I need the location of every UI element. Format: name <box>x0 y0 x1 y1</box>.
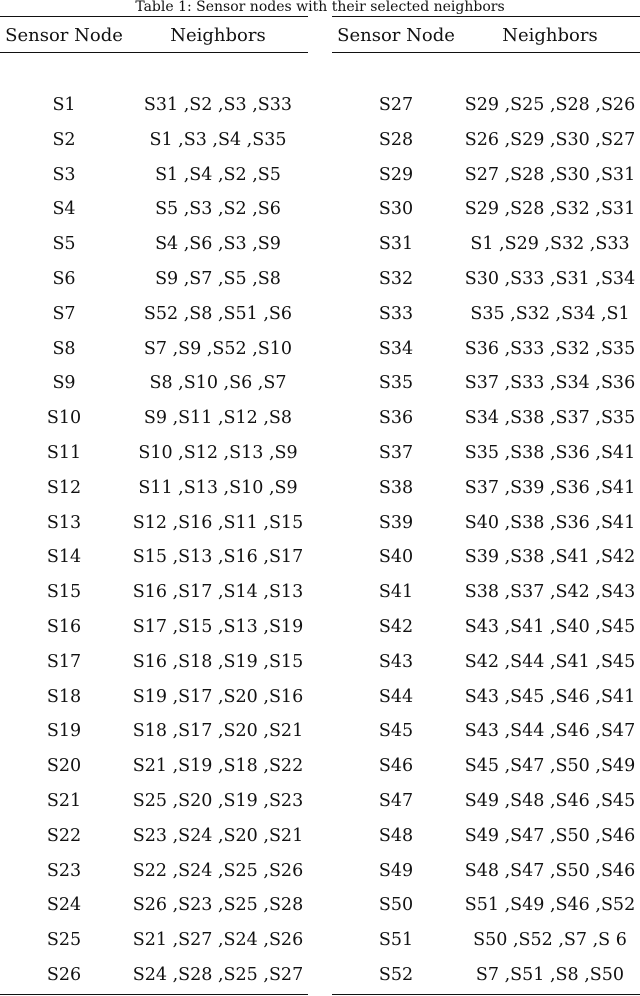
table-row <box>332 645 640 680</box>
sensor-node-cell: S49 <box>378 860 414 881</box>
neighbors-cell: S29 ,S28 ,S32 ,S31 <box>464 199 636 220</box>
neighbors-cell: S22 ,S24 ,S25 ,S26 <box>132 860 304 881</box>
sensor-node-cell: S39 <box>378 512 414 533</box>
neighbors-cell: S8 ,S10 ,S6 ,S7 <box>149 373 287 394</box>
table-row <box>0 854 308 889</box>
table-row <box>0 645 308 680</box>
sensor-node-cell: S32 <box>378 268 414 289</box>
table-row <box>332 819 640 854</box>
sensor-node-cell: S38 <box>378 477 414 498</box>
neighbors-cell: S35 ,S38 ,S36 ,S41 <box>464 442 636 463</box>
neighbors-cell: S23 ,S24 ,S20 ,S21 <box>132 825 304 846</box>
table-row <box>332 401 640 436</box>
sensor-node-cell: S20 <box>46 756 82 777</box>
neighbors-cell: S21 ,S27 ,S24 ,S26 <box>132 930 304 951</box>
sensor-node-cell: S25 <box>46 930 82 951</box>
neighbors-cell: S1 ,S4 ,S2 ,S5 <box>155 164 281 185</box>
table-row <box>332 158 640 193</box>
neighbors-cell: S39 ,S38 ,S41 ,S42 <box>464 547 636 568</box>
neighbors-cell: S50 ,S52 ,S7 ,S 6 <box>473 930 627 951</box>
table-row <box>0 123 308 158</box>
table-row <box>332 680 640 715</box>
table-row <box>0 297 308 332</box>
sensor-node-cell: S16 <box>46 616 82 637</box>
table-row <box>332 88 640 123</box>
sensor-node-cell: S40 <box>378 547 414 568</box>
table-body-left <box>0 88 308 993</box>
table-row <box>332 575 640 610</box>
header-sensor-node: Sensor Node <box>337 25 455 46</box>
neighbors-cell: S17 ,S15 ,S13 ,S19 <box>132 616 304 637</box>
sensor-node-cell: S27 <box>378 95 414 115</box>
header-rule <box>332 52 640 53</box>
neighbors-cell: S4 ,S6 ,S3 ,S9 <box>155 234 281 255</box>
neighbors-cell: S34 ,S38 ,S37 ,S35 <box>464 408 636 429</box>
sensor-node-cell: S48 <box>378 825 414 846</box>
sensor-node-cell: S42 <box>378 616 414 637</box>
sensor-node-cell: S22 <box>46 825 82 846</box>
sensor-node-cell: S7 <box>52 303 76 324</box>
table-row <box>332 192 640 227</box>
neighbors-cell: S49 ,S48 ,S46 ,S45 <box>464 790 636 811</box>
neighbors-cell: S48 ,S47 ,S50 ,S46 <box>464 860 636 881</box>
header-neighbors: Neighbors <box>502 25 598 46</box>
neighbors-cell: S43 ,S45 ,S46 ,S41 <box>464 686 636 707</box>
sensor-node-cell: S31 <box>378 234 414 255</box>
table-row <box>0 819 308 854</box>
table-row <box>0 958 308 993</box>
neighbors-cell: S18 ,S17 ,S20 ,S21 <box>132 721 304 742</box>
neighbors-cell: S27 ,S28 ,S30 ,S31 <box>464 164 636 185</box>
neighbors-cell: S37 ,S33 ,S34 ,S36 <box>464 373 636 394</box>
table-left-half <box>0 16 308 996</box>
table-row <box>332 227 640 262</box>
neighbors-cell: S38 ,S37 ,S42 ,S43 <box>464 582 636 603</box>
table-row <box>332 540 640 575</box>
table-row <box>0 158 308 193</box>
sensor-node-cell: S13 <box>46 512 82 533</box>
sensor-node-cell: S33 <box>378 303 414 324</box>
neighbors-cell: S10 ,S12 ,S13 ,S9 <box>138 442 298 463</box>
sensor-node-cell: S34 <box>378 338 414 359</box>
sensor-node-cell: S17 <box>46 651 82 672</box>
header-rule <box>0 52 308 53</box>
top-rule <box>0 16 308 17</box>
neighbors-cell: S31 ,S2 ,S3 ,S33 <box>143 95 293 115</box>
neighbors-cell: S12 ,S16 ,S11 ,S15 <box>132 512 304 533</box>
table-row <box>332 332 640 367</box>
table-row <box>332 506 640 541</box>
neighbors-cell: S35 ,S32 ,S34 ,S1 <box>470 303 630 324</box>
table-row <box>0 680 308 715</box>
header-neighbors: Neighbors <box>170 25 266 46</box>
sensor-node-cell: S24 <box>46 895 82 916</box>
sensor-node-cell: S52 <box>378 964 414 985</box>
neighbors-cell: S16 ,S17 ,S14 ,S13 <box>132 582 304 603</box>
sensor-node-cell: S23 <box>46 860 82 881</box>
sensor-node-cell: S21 <box>46 790 82 811</box>
table-caption: Table 1: Sensor nodes with their selected neighbors <box>135 0 505 15</box>
bottom-rule <box>332 994 640 995</box>
table-row <box>0 471 308 506</box>
neighbors-cell: S15 ,S13 ,S16 ,S17 <box>132 547 304 568</box>
sensor-node-cell: S36 <box>378 408 414 429</box>
table-row <box>0 436 308 471</box>
sensor-node-cell: S6 <box>52 268 76 289</box>
table-row <box>332 436 640 471</box>
sensor-node-cell: S5 <box>52 234 76 255</box>
table-row <box>332 610 640 645</box>
sensor-node-cell: S30 <box>378 199 414 220</box>
table-row <box>332 784 640 819</box>
sensor-node-cell: S50 <box>378 895 414 916</box>
table-row <box>0 332 308 367</box>
sensor-node-cell: S4 <box>52 199 76 220</box>
sensor-node-cell: S8 <box>52 338 76 359</box>
sensor-node-cell: S1 <box>52 95 76 115</box>
table-row <box>0 88 308 123</box>
table-row <box>0 192 308 227</box>
top-rule <box>332 16 640 17</box>
neighbors-cell: S11 ,S13 ,S10 ,S9 <box>138 477 298 498</box>
table-row <box>0 888 308 923</box>
table-row <box>332 888 640 923</box>
sensor-node-cell: S15 <box>46 582 82 603</box>
table-row <box>0 540 308 575</box>
sensor-node-cell: S18 <box>46 686 82 707</box>
neighbors-cell: S5 ,S3 ,S2 ,S6 <box>155 199 281 220</box>
neighbors-cell: S7 ,S51 ,S8 ,S50 <box>475 964 625 985</box>
header-sensor-node: Sensor Node <box>5 25 123 46</box>
sensor-node-cell: S28 <box>378 129 414 150</box>
sensor-node-cell: S26 <box>46 964 82 985</box>
neighbors-cell: S30 ,S33 ,S31 ,S34 <box>464 268 636 289</box>
table-row <box>332 923 640 958</box>
sensor-node-cell: S3 <box>52 164 76 185</box>
table-row <box>0 923 308 958</box>
sensor-node-cell: S12 <box>46 477 82 498</box>
table-row <box>332 366 640 401</box>
neighbors-cell: S26 ,S29 ,S30 ,S27 <box>464 129 636 150</box>
table-row <box>0 575 308 610</box>
sensor-node-cell: S47 <box>378 790 414 811</box>
table-row <box>0 714 308 749</box>
neighbors-cell: S43 ,S44 ,S46 ,S47 <box>464 721 636 742</box>
table-row <box>0 227 308 262</box>
sensor-node-cell: S2 <box>52 129 76 150</box>
table-row <box>332 958 640 993</box>
sensor-node-cell: S44 <box>378 686 414 707</box>
neighbors-cell: S43 ,S41 ,S40 ,S45 <box>464 616 636 637</box>
table-row <box>332 471 640 506</box>
neighbors-cell: S36 ,S33 ,S32 ,S35 <box>464 338 636 359</box>
sensor-node-cell: S35 <box>378 373 414 394</box>
bottom-rule <box>0 994 308 995</box>
sensor-node-cell: S45 <box>378 721 414 742</box>
sensor-node-cell: S37 <box>378 442 414 463</box>
table-row <box>332 262 640 297</box>
sensor-node-cell: S29 <box>378 164 414 185</box>
table-row <box>0 366 308 401</box>
neighbors-cell: S37 ,S39 ,S36 ,S41 <box>464 477 636 498</box>
sensor-node-cell: S9 <box>52 373 76 394</box>
neighbors-cell: S51 ,S49 ,S46 ,S52 <box>464 895 636 916</box>
neighbors-cell: S1 ,S3 ,S4 ,S35 <box>149 129 287 150</box>
neighbors-cell: S42 ,S44 ,S41 ,S45 <box>464 651 636 672</box>
table-row <box>0 401 308 436</box>
sensor-node-cell: S10 <box>46 408 82 429</box>
table-row <box>332 714 640 749</box>
neighbors-cell: S49 ,S47 ,S50 ,S46 <box>464 825 636 846</box>
table-row <box>332 854 640 889</box>
neighbors-cell: S24 ,S28 ,S25 ,S27 <box>132 964 304 985</box>
table-row <box>0 610 308 645</box>
table-row <box>332 297 640 332</box>
neighbors-cell: S25 ,S20 ,S19 ,S23 <box>132 790 304 811</box>
table-row <box>0 262 308 297</box>
neighbors-cell: S52 ,S8 ,S51 ,S6 <box>143 303 293 324</box>
neighbors-cell: S40 ,S38 ,S36 ,S41 <box>464 512 636 533</box>
sensor-node-cell: S46 <box>378 756 414 777</box>
table-row <box>0 506 308 541</box>
table-row <box>0 784 308 819</box>
neighbors-cell: S1 ,S29 ,S32 ,S33 <box>470 234 630 255</box>
neighbors-cell: S7 ,S9 ,S52 ,S10 <box>143 338 293 359</box>
sensor-node-cell: S41 <box>378 582 414 603</box>
neighbors-cell: S19 ,S17 ,S20 ,S16 <box>132 686 304 707</box>
neighbors-cell: S21 ,S19 ,S18 ,S22 <box>132 756 304 777</box>
sensor-node-cell: S14 <box>46 547 82 568</box>
table-row <box>332 123 640 158</box>
table-right-half <box>332 16 640 996</box>
neighbors-cell: S45 ,S47 ,S50 ,S49 <box>464 756 636 777</box>
sensor-neighbors-table <box>0 16 640 996</box>
neighbors-cell: S9 ,S7 ,S5 ,S8 <box>155 268 281 289</box>
neighbors-cell: S29 ,S25 ,S28 ,S26 <box>464 95 636 115</box>
table-body-right <box>332 88 640 993</box>
neighbors-cell: S9 ,S11 ,S12 ,S8 <box>143 408 293 429</box>
sensor-node-cell: S11 <box>46 442 82 463</box>
neighbors-cell: S16 ,S18 ,S19 ,S15 <box>132 651 304 672</box>
sensor-node-cell: S51 <box>378 930 414 951</box>
table-row <box>332 749 640 784</box>
sensor-node-cell: S19 <box>46 721 82 742</box>
table-row <box>0 749 308 784</box>
neighbors-cell: S26 ,S23 ,S25 ,S28 <box>132 895 304 916</box>
sensor-node-cell: S43 <box>378 651 414 672</box>
